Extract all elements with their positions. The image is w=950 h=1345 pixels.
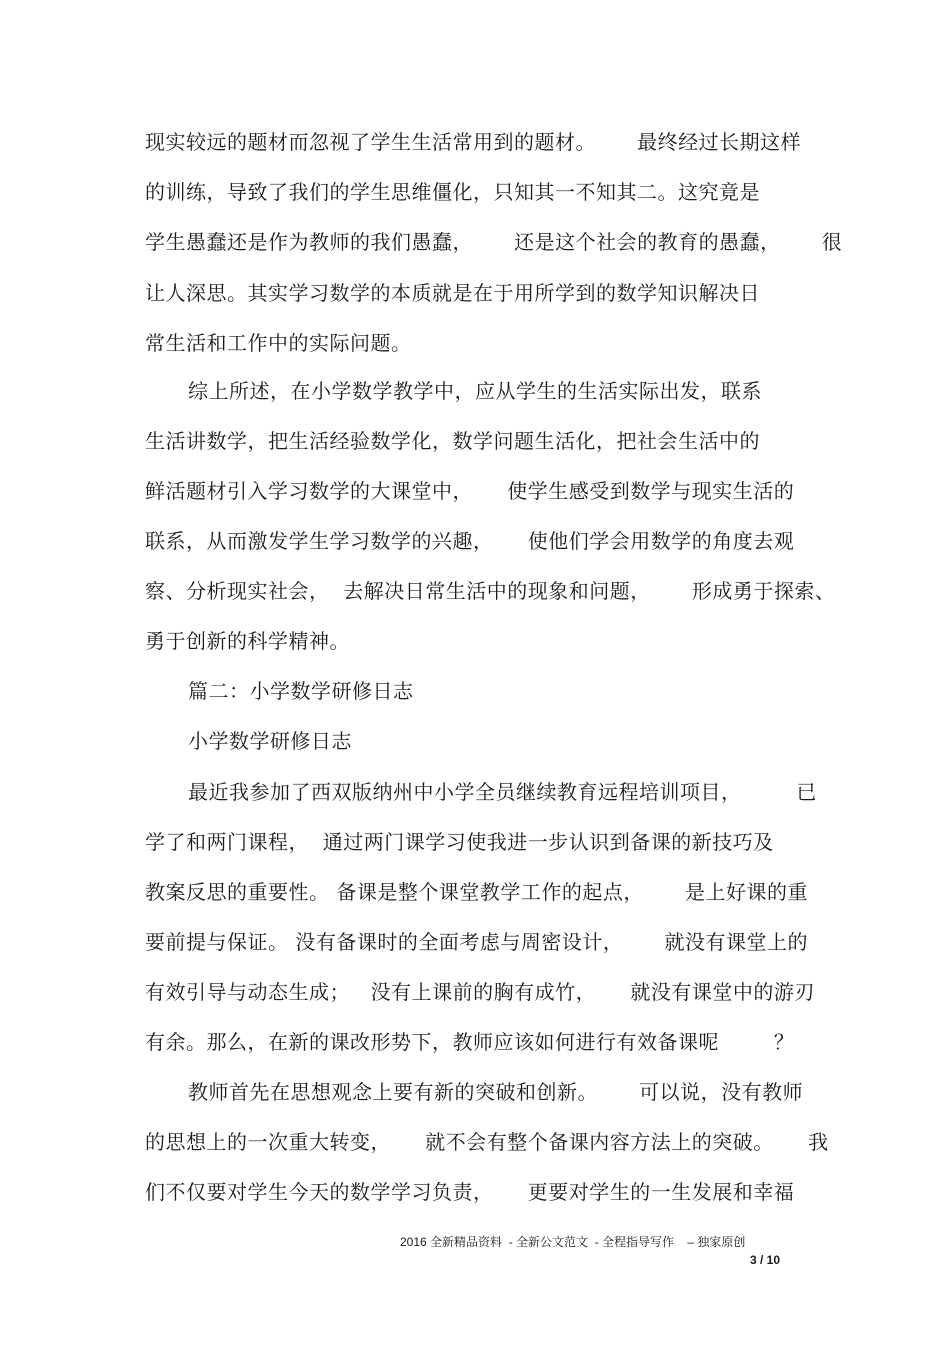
- body-text-line: 联系，从而激发学生学习数学的兴趣， 使他们学会用数学的角度去观: [145, 529, 795, 553]
- body-text-line: 鲜活题材引入学习数学的大课堂中， 使学生感受到数学与现实生活的: [145, 479, 795, 503]
- body-text-line: 让人深思。其实学习数学的本质就是在于用所学到的数学知识解决日: [145, 281, 760, 305]
- section-heading: 篇二：小学数学研修日志: [188, 679, 414, 703]
- body-text-line: 有余。那么，在新的课改形势下，教师应该如何进行有效备课呢 ？: [145, 1030, 795, 1054]
- body-text-line: 要前提与保证。 没有备课时的全面考虑与周密设计， 就没有课堂上的: [145, 930, 809, 954]
- body-text-line: 有效引导与动态生成； 没有上课前的胸有成竹， 就没有课堂中的游刃: [145, 980, 815, 1004]
- body-text-line: 综上所述，在小学数学教学中，应从学生的生活实际出发，联系: [188, 379, 762, 403]
- body-text-line: 们不仅要对学生今天的数学学习负责， 更要对学生的一生发展和幸福: [145, 1180, 795, 1204]
- body-text-line: 察、分析现实社会， 去解决日常生活中的现象和问题， 形成勇于探索、: [145, 579, 836, 603]
- body-text-line: 的训练，导致了我们的学生思维僵化，只知其一不知其二。这究竟是: [145, 180, 760, 204]
- article-title: 小学数学研修日志: [188, 729, 352, 753]
- body-text-line: 生活讲数学，把生活经验数学化，数学问题生活化，把社会生活中的: [145, 429, 760, 453]
- body-text-line: 常生活和工作中的实际问题。: [145, 331, 412, 355]
- page-footer-text: 2016 全新精品资料 - 全新公文范文 - 全程指导写作 – 独家原创: [400, 1235, 746, 1249]
- body-text-line: 的思想上的一次重大转变， 就不会有整个备课内容方法上的突破。 我: [145, 1130, 829, 1154]
- body-text-line: 教师首先在思想观念上要有新的突破和创新。 可以说，没有教师: [188, 1080, 804, 1104]
- body-text-line: 勇于创新的科学精神。: [145, 629, 350, 653]
- page-number: 3 / 10: [749, 1253, 780, 1267]
- body-text-line: 现实较远的题材而忽视了学生生活常用到的题材。 最终经过长期这样: [145, 130, 802, 154]
- body-text-line: 教案反思的重要性。 备课是整个课堂教学工作的起点， 是上好课的重: [145, 880, 809, 904]
- body-text-line: 学生愚蠢还是作为教师的我们愚蠢， 还是这个社会的教育的愚蠢， 很: [145, 230, 843, 254]
- body-text-line: 最近我参加了西双版纳州中小学全员继续教育远程培训项目， 已: [188, 780, 817, 804]
- body-text-line: 学了和两门课程， 通过两门课学习使我进一步认识到备课的新技巧及: [145, 830, 774, 854]
